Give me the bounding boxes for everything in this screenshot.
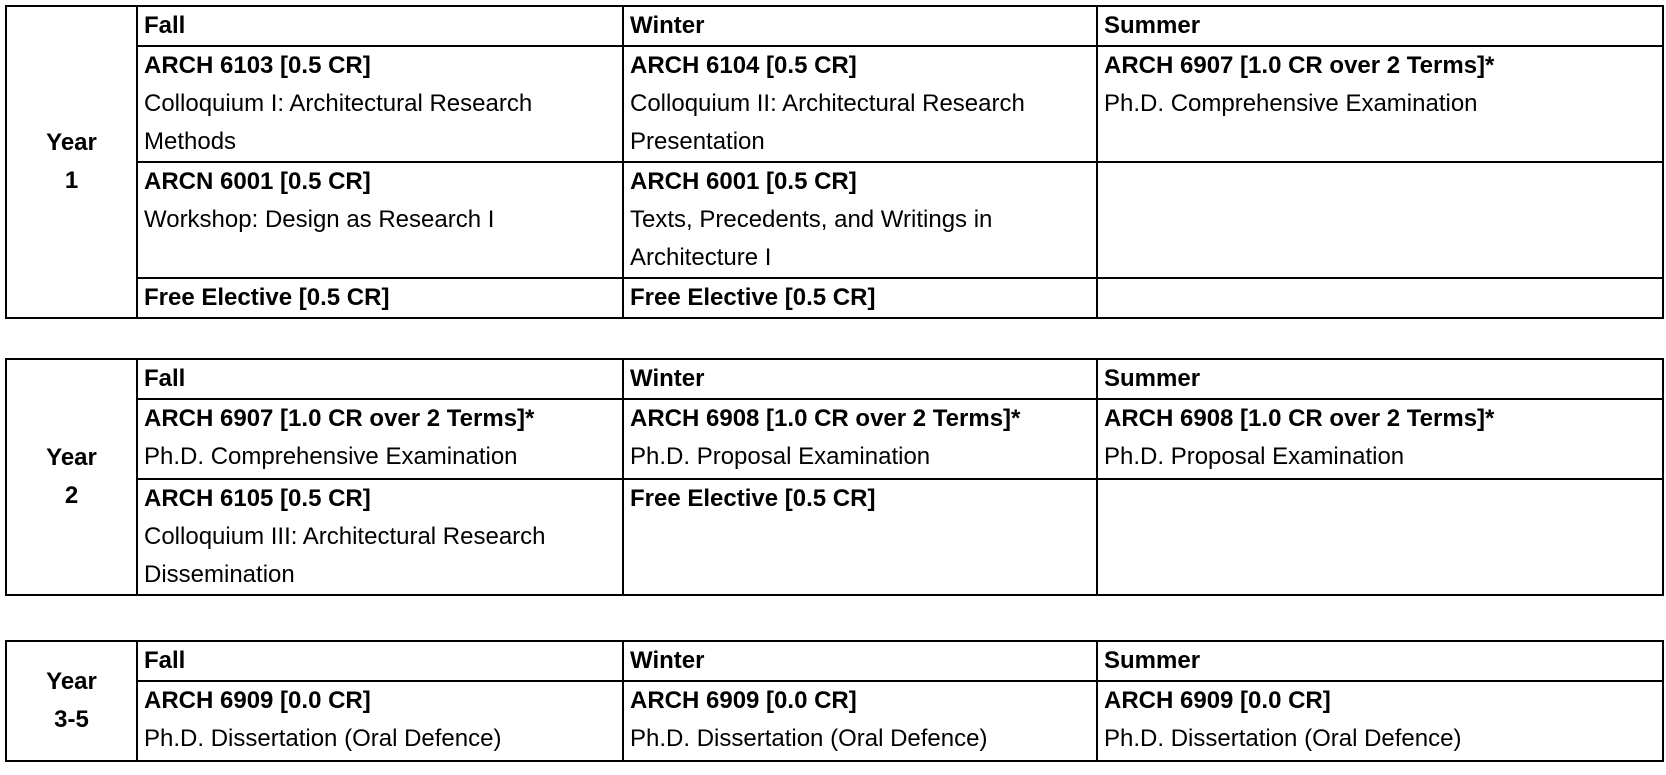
course-code: ARCH 6907 [1.0 CR over 2 Terms]* [144,405,535,432]
year-label [6,6,137,318]
course-code: ARCH 6103 [0.5 CR] [144,52,371,79]
course-cell [137,278,623,318]
course-cell [137,479,623,595]
course-code: ARCH 6908 [1.0 CR over 2 Terms]* [630,405,1021,432]
course-code: ARCH 6909 [0.0 CR] [630,687,857,714]
course-cell [623,278,1097,318]
course-code: Free Elective [0.5 CR] [630,485,876,512]
year-2-table [5,358,1664,596]
course-cell [1097,479,1663,595]
term-header-row [6,359,1663,399]
year-label [6,359,137,595]
course-title: Ph.D. Proposal Examination [1104,443,1405,470]
course-title: Ph.D. Dissertation (Oral Defence) [144,725,502,752]
course-title: Ph.D. Comprehensive Examination [144,443,518,470]
term-header-winter: Winter [623,359,1097,399]
term-header-row [6,641,1663,681]
course-title: Colloquium III: Architectural Research Dissemination [144,523,546,588]
term-header-winter: Winter [623,641,1097,681]
year-word: Year [46,668,97,695]
course-title: Colloquium I: Architectural Research Methods [144,90,533,155]
course-title: Ph.D. Proposal Examination [630,443,931,470]
course-code: ARCH 6909 [0.0 CR] [1104,687,1331,714]
course-code: ARCH 6908 [1.0 CR over 2 Terms]* [1104,405,1495,432]
course-row [6,46,1663,162]
course-row [6,681,1663,761]
course-cell [1097,399,1663,479]
course-cell [623,479,1097,595]
course-cell [137,162,623,278]
course-title: Ph.D. Comprehensive Examination [1104,90,1478,117]
course-row [6,399,1663,479]
course-code: ARCH 6909 [0.0 CR] [144,687,371,714]
course-title: Colloquium II: Architectural Research Presentation [630,90,1025,155]
term-header-winter: Winter [623,6,1097,46]
term-header-fall: Fall [137,359,623,399]
course-code: ARCN 6001 [0.5 CR] [144,168,371,195]
course-cell [137,399,623,479]
course-title: Texts, Precedents, and Writings in Architecture I [630,206,993,271]
course-code: Free Elective [0.5 CR] [630,284,876,311]
year-number: 2 [64,482,79,509]
course-cell [137,46,623,162]
course-cell [623,46,1097,162]
course-row [6,278,1663,318]
course-code: ARCH 6001 [0.5 CR] [630,168,857,195]
course-title: Ph.D. Dissertation (Oral Defence) [1104,725,1462,752]
course-code: ARCH 6104 [0.5 CR] [630,52,857,79]
course-code: Free Elective [0.5 CR] [144,284,390,311]
course-cell [623,681,1097,761]
year-number: 3-5 [54,706,89,733]
term-header-summer: Summer [1097,359,1663,399]
term-header-fall: Fall [137,6,623,46]
year-word: Year [46,444,97,471]
year-label [6,641,137,761]
course-cell [1097,46,1663,162]
year-word: Year [46,129,97,156]
year-3-5-table [5,640,1664,762]
course-cell [623,162,1097,278]
course-cell [1097,681,1663,761]
course-cell [1097,162,1663,278]
term-header-row [6,6,1663,46]
course-title: Workshop: Design as Research I [144,206,495,233]
year-1-table [5,5,1664,319]
term-header-fall: Fall [137,641,623,681]
course-code: ARCH 6105 [0.5 CR] [144,485,371,512]
year-number: 1 [64,167,79,194]
term-header-summer: Summer [1097,6,1663,46]
term-header-summer: Summer [1097,641,1663,681]
course-code: ARCH 6907 [1.0 CR over 2 Terms]* [1104,52,1495,79]
course-cell [623,399,1097,479]
course-cell [1097,278,1663,318]
course-row [6,479,1663,595]
course-row [6,162,1663,278]
course-cell [137,681,623,761]
course-title: Ph.D. Dissertation (Oral Defence) [630,725,988,752]
